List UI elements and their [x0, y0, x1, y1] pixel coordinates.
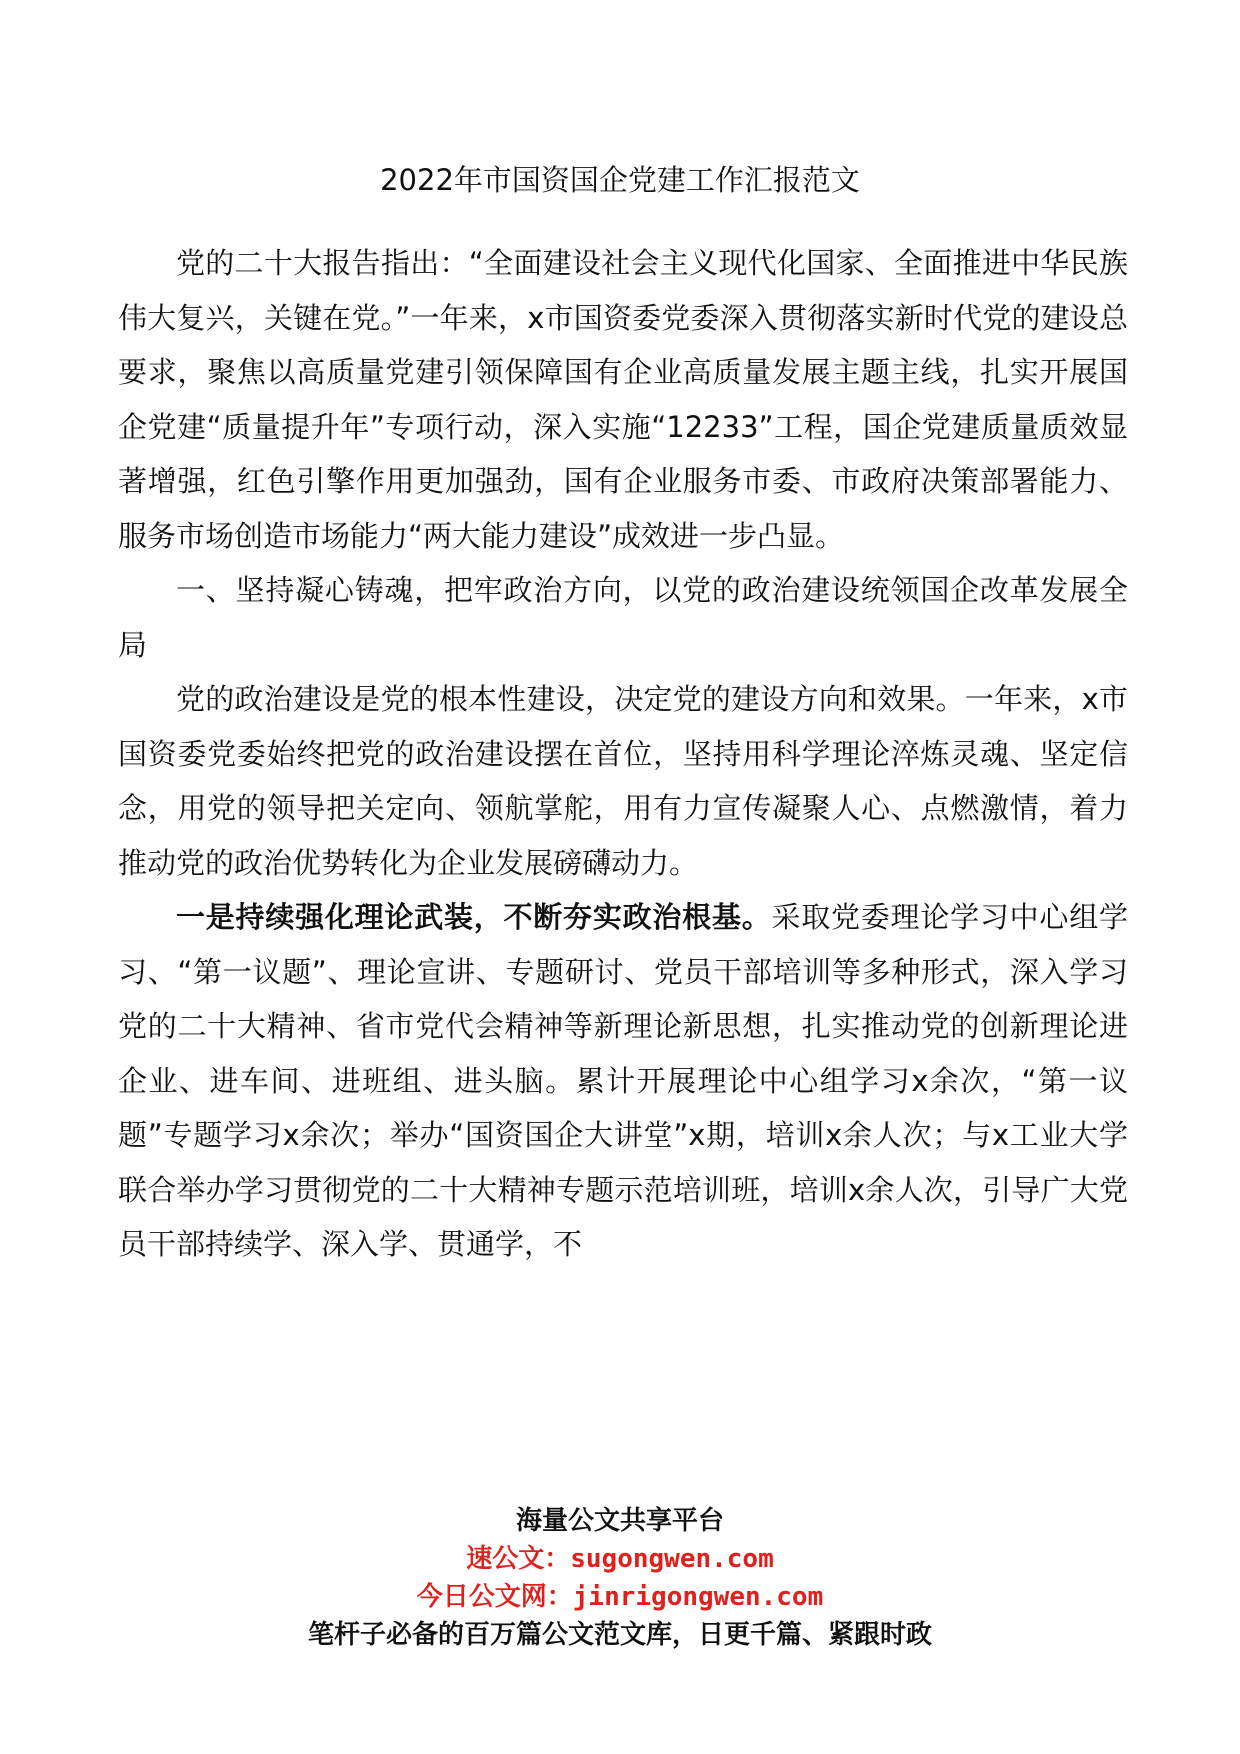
footer-platform: 海量公文共享平台	[515, 1506, 724, 1536]
paragraph-political-building: 党的政治建设是党的根本性建设，决定党的建设方向和效果。一年来，x市国资委党委始终把党的政治建设摆在首位，坚持用科学理论淬炼灵魂、坚定信念，用党的领导把关定向、领航掌舵，用有力宣传凝聚人心、点燃激情，着力推动党的政治优势转化为企业发展磅礴动力。	[118, 682, 1128, 880]
section-heading-1: 一、坚持凝心铸魂，把牢政治方向，以党的政治建设统领国企改革发展全局	[118, 573, 1128, 662]
footer-slogan: 笔杆子必备的百万篇公文范文库，日更千篇、紧跟时政	[307, 1620, 932, 1650]
paragraph-rest: 采取党委理论学习中心组学习、“第一议题”、理论宣讲、专题研讨、党员干部培训等多种形式，深入学习党的二十大精神、省市党代会精神等新理论新思想，扎实推动党的创新理论进企业、进车间、进班组、进头脑。累计开展理论中心组学习x余次，“第一议题”专题学习x余次；举办“国资国企大讲堂”x期，培训x余人次；与x工业大学联合举办学习贯彻党的二十大精神专题示范培训班，培训x余人次，引导广大党员干部持续学、深入学、贯通学，不	[118, 900, 1128, 1261]
footer-site2-label: 今日公文网：	[416, 1582, 573, 1612]
footer-site1[interactable]	[0, 1540, 1240, 1578]
footer-site1-url[interactable]: sugongwen.com	[570, 1544, 774, 1574]
footer-watermark	[0, 1502, 1240, 1654]
document-title: 2022年市国资国企党建工作汇报范文	[380, 163, 860, 197]
document-body	[118, 236, 1128, 1272]
paragraph-theory-armament	[118, 890, 1128, 1272]
footer-site1-label: 速公文：	[466, 1544, 571, 1574]
footer-site2-url[interactable]: jinrigongwen.com	[572, 1582, 824, 1612]
paragraph-lead-bold: 一是持续强化理论武装，不断夯实政治根基。	[176, 900, 772, 934]
paragraph-intro: 党的二十大报告指出：“全面建设社会主义现代化国家、全面推进中华民族伟大复兴，关键在党。”一年来，x市国资委党委深入贯彻落实新时代党的建设总要求，聚焦以高质量党建引领保障国有企业高质量发展主题主线，扎实开展国企党建“质量提升年”专项行动，深入实施“12233”工程，国企党建质量质效显著增强，红色引擎作用更加强劲，国有企业服务市委、市政府决策部署能力、服务市场创造市场能力“两大能力建设”成效进一步凸显。	[118, 246, 1128, 553]
footer-site2[interactable]	[0, 1578, 1240, 1616]
